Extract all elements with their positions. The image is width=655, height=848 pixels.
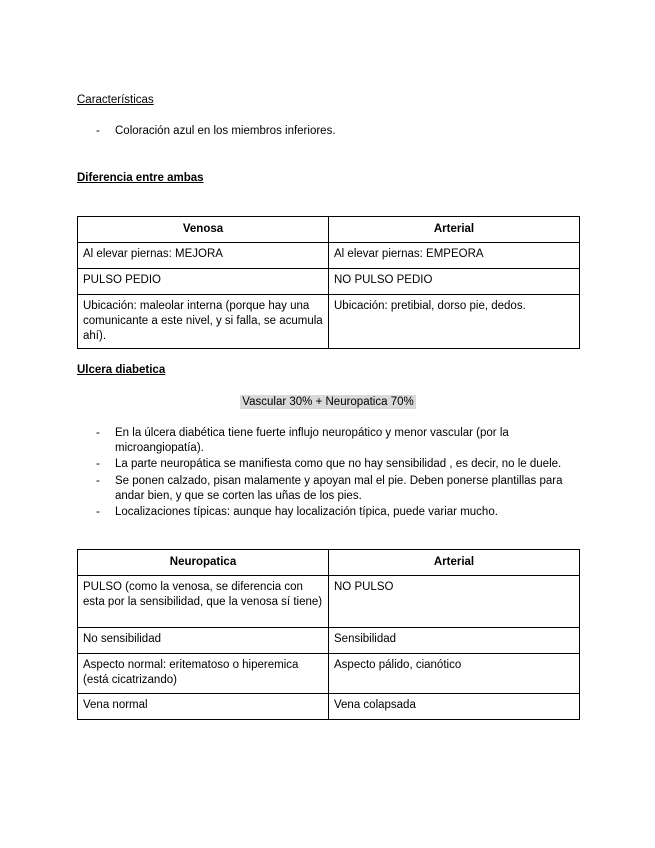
table-cell: Aspecto normal: eritematoso o hiperemica (está cicatrizando) — [78, 654, 329, 694]
table-cell: PULSO (como la venosa, se diferencia con esta por la sensibilidad, que la venosa sí tiene) — [78, 576, 329, 628]
list-item: - Localizaciones típicas: aunque hay localización típica, puede variar mucho. — [77, 505, 579, 520]
table-row — [78, 694, 580, 720]
table-cell: Ubicación: maleolar interna (porque hay una comunicante a este nivel, y si falla, se acumula ahí). — [78, 295, 329, 349]
table-header-row — [78, 550, 580, 576]
diferencia-table — [77, 216, 580, 349]
table-row — [78, 654, 580, 694]
table-cell: PULSO PEDIO — [78, 269, 329, 295]
table-cell: Sensibilidad — [329, 628, 580, 654]
highlight-line — [77, 395, 579, 410]
list-item: - Se ponen calzado, pisan malamente y apoyan mal el pie. Deben ponerse plantillas para andar bien, y que se corten las uñas de los pies. — [77, 474, 579, 504]
highlighted-text: Vascular 30% + Neuropatica 70% — [242, 396, 414, 408]
list-item: - La parte neuropática se manifiesta como que no hay sensibilidad , es decir, no le duele. — [77, 457, 579, 472]
ulcera-list — [77, 426, 579, 522]
table-cell: Al elevar piernas: MEJORA — [78, 243, 329, 269]
list-item: - En la úlcera diabética tiene fuerte influjo neuropático y menor vascular (por la microangiopatía). — [77, 426, 579, 456]
table-header-cell: Arterial — [329, 217, 580, 243]
table-cell: No sensibilidad — [78, 628, 329, 654]
table-row — [78, 628, 580, 654]
table-row — [78, 295, 580, 349]
list-item: - Coloración azul en los miembros inferiores. — [77, 124, 577, 139]
table-header-cell: Venosa — [78, 217, 329, 243]
table-header-row — [78, 217, 580, 243]
table-cell: Vena normal — [78, 694, 329, 720]
table-row — [78, 243, 580, 269]
heading-caracteristicas: Características — [77, 94, 154, 106]
heading-diferencia: Diferencia entre ambas — [77, 172, 204, 184]
table-cell: Al elevar piernas: EMPEORA — [329, 243, 580, 269]
heading-ulcera-diabetica: Ulcera diabetica — [77, 364, 166, 376]
table-cell: Aspecto pálido, cianótico — [329, 654, 580, 694]
table-cell: Vena colapsada — [329, 694, 580, 720]
table-header-cell: Neuropatica — [78, 550, 329, 576]
table-row — [78, 576, 580, 628]
caracteristicas-list — [77, 124, 577, 140]
comparacion-table — [77, 549, 580, 720]
table-header-cell: Arterial — [329, 550, 580, 576]
table-cell: NO PULSO PEDIO — [329, 269, 580, 295]
table-cell: NO PULSO — [329, 576, 580, 628]
table-cell: Ubicación: pretibial, dorso pie, dedos. — [329, 295, 580, 349]
table-row — [78, 269, 580, 295]
